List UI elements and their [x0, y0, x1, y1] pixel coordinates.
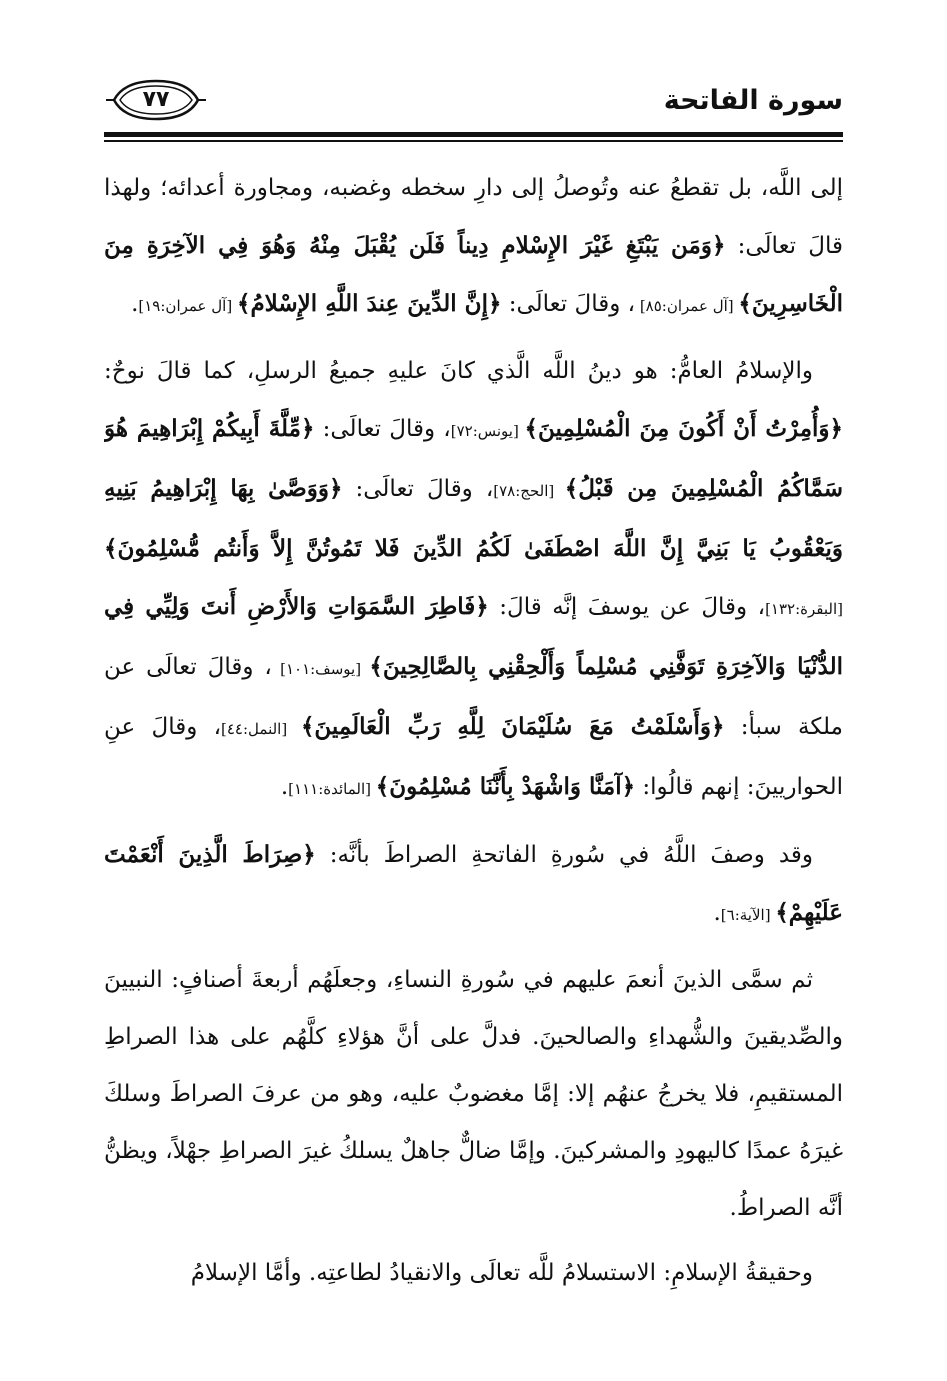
quran-verse: ﴿فَاطِرَ السَّمَوَاتِ وَالأَرْضِ أَنتَ وَلِيِّي فِي الدُّنْيَا وَالآخِرَةِ تَوَفَّنِي مُسْلِماً وَأَلْحِقْنِي بِالصَّالِحِينَ﴾: [104, 593, 843, 680]
quran-verse: ﴿وَأَسْلَمْتُ مَعَ سُلَيْمَانَ لِلَّهِ رَبِّ الْعَالَمِينَ﴾: [300, 713, 725, 740]
page-header: [104, 78, 843, 130]
verse-reference: [يوسف:١٠١]: [271, 660, 370, 678]
paragraph-text: ، وقالَ تعالَى:: [501, 291, 636, 317]
page-number-badge: [104, 78, 208, 122]
paragraph-text: .: [131, 291, 139, 317]
paragraph-text: وقد وصفَ اللَّهُ في سُورةِ الفاتحةِ الصراطَ بأنَّه:: [315, 842, 813, 868]
quran-verse: ﴿آمَنَّا وَاشْهَدْ بِأَنَّنَا مُسْلِمُونَ﴾: [375, 773, 636, 800]
verse-reference: [البقرة:١٣٢]: [765, 600, 843, 618]
paragraph: [104, 826, 843, 944]
verse-reference: [الحج:٧٨]: [493, 482, 565, 500]
header-rule-thick: [104, 132, 843, 137]
paragraph-text: .: [713, 900, 721, 926]
verse-reference: [المائدة:١١١]: [288, 780, 376, 798]
verse-reference: [آل عمران:١٩]: [138, 297, 237, 315]
paragraph: [104, 160, 843, 335]
header-rule-thin: [104, 140, 843, 142]
paragraph-text: ، وقالَ تعالَى:: [314, 416, 451, 442]
paragraph-text: .: [280, 774, 289, 800]
paragraph-text: والإسلامُ العامُّ: هو دينُ اللَّه الَّذي كانَ عليهِ جميعُ الرسلِ، كما قالَ نوحٌ:: [104, 358, 813, 384]
paragraph: [104, 1245, 843, 1302]
quran-verse: ﴿وَأُمِرْتُ أَنْ أَكُونَ مِنَ الْمُسْلِمِينَ﴾: [524, 415, 843, 442]
paragraph-text: ، وقالَ تعالَى:: [342, 476, 494, 502]
surah-title: سورة الفاتحة: [663, 85, 843, 116]
quran-verse: ﴿وَوَصَّىٰ بِهَا إِبْرَاهِيمُ بَنِيهِ وَيَعْقُوبُ يَا بَنِيَّ إِنَّ اللَّهَ اصْطَفَىٰ لَكُمُ الدِّينَ فَلا تَمُوتُنَّ إِلاَّ وَأَنتُم مُّسْلِمُونَ﴾: [104, 475, 843, 562]
paragraph: [104, 952, 843, 1237]
body-text: [104, 160, 843, 1341]
paragraph-text: ثم سمَّى الذينَ أنعمَ عليهم في سُورةِ النساءِ، وجعلَهُم أربعةَ أصنافٍ: النبيينَ والصِّديقينَ والشُّهداءِ والصالحينَ. فدلَّ على أنَّ هؤلاءِ كلَّهُم على هذا الصراطِ المستقيمِ، فلا يخرجُ عنهُم إلا: إمَّا مغضوبٌ عليه، وهو من عرفَ الصراطَ وسلكَ غيرَهُ عمدًا كاليهودِ والمشركينَ. وإمَّا ضالٌّ جاهلٌ يسلكُ غيرَ الصراطِ جهْلاً، ويظنُّ أنَّه الصراطُ.: [104, 967, 843, 1221]
verse-reference: [الآية:٦]: [720, 906, 776, 924]
verse-reference: [النمل:٤٤]: [221, 720, 301, 738]
paragraph-text: ، وقالَ تعالَى عن ملكة سبأ:: [104, 654, 843, 740]
verse-reference: [يونس:٧٢]: [450, 422, 525, 440]
quran-verse: ﴿إِنَّ الدِّينَ عِندَ اللَّهِ الإِسْلامُ﴾: [236, 290, 502, 317]
paragraph-text: إلى اللَّه، بل تقطعُ عنه وتُوصلُ إلى دارِ سخطه وغضبه، ومجاورة أعدائه؛ ولهذا قالَ تعالَى:: [104, 175, 843, 259]
paragraph-text: ، وقالَ عنِ الحواريينَ: إنهم قالُوا:: [104, 714, 843, 800]
quran-verse: ﴿صِرَاطَ الَّذِينَ أَنْعَمْتَ عَلَيْهِمْ﴾: [104, 841, 843, 926]
paragraph: [104, 343, 843, 818]
verse-reference: [آل عمران:٨٥]: [635, 297, 739, 315]
paragraph-text: وحقيقةُ الإسلامِ: الاستسلامُ للَّه تعالَى والانقيادُ لطاعتِه. وأمَّا الإسلامُ: [190, 1260, 813, 1286]
paragraph-text: ، وقالَ عن يوسفَ إنَّه قالَ:: [488, 594, 766, 620]
quran-verse: ﴿مِّلَّةَ أَبِيكُمْ إِبْرَاهِيمَ هُوَ سَمَّاكُمُ الْمُسْلِمِينَ مِن قَبْلُ﴾: [104, 415, 843, 502]
page-number: ٧٧: [142, 87, 170, 112]
quran-verse: ﴿وَمَن يَبْتَغِ غَيْرَ الإِسْلامِ دِيناً فَلَن يُقْبَلَ مِنْهُ وَهُوَ فِي الآخِرَةِ مِنَ الْخَاسِرِينَ﴾: [104, 232, 843, 317]
